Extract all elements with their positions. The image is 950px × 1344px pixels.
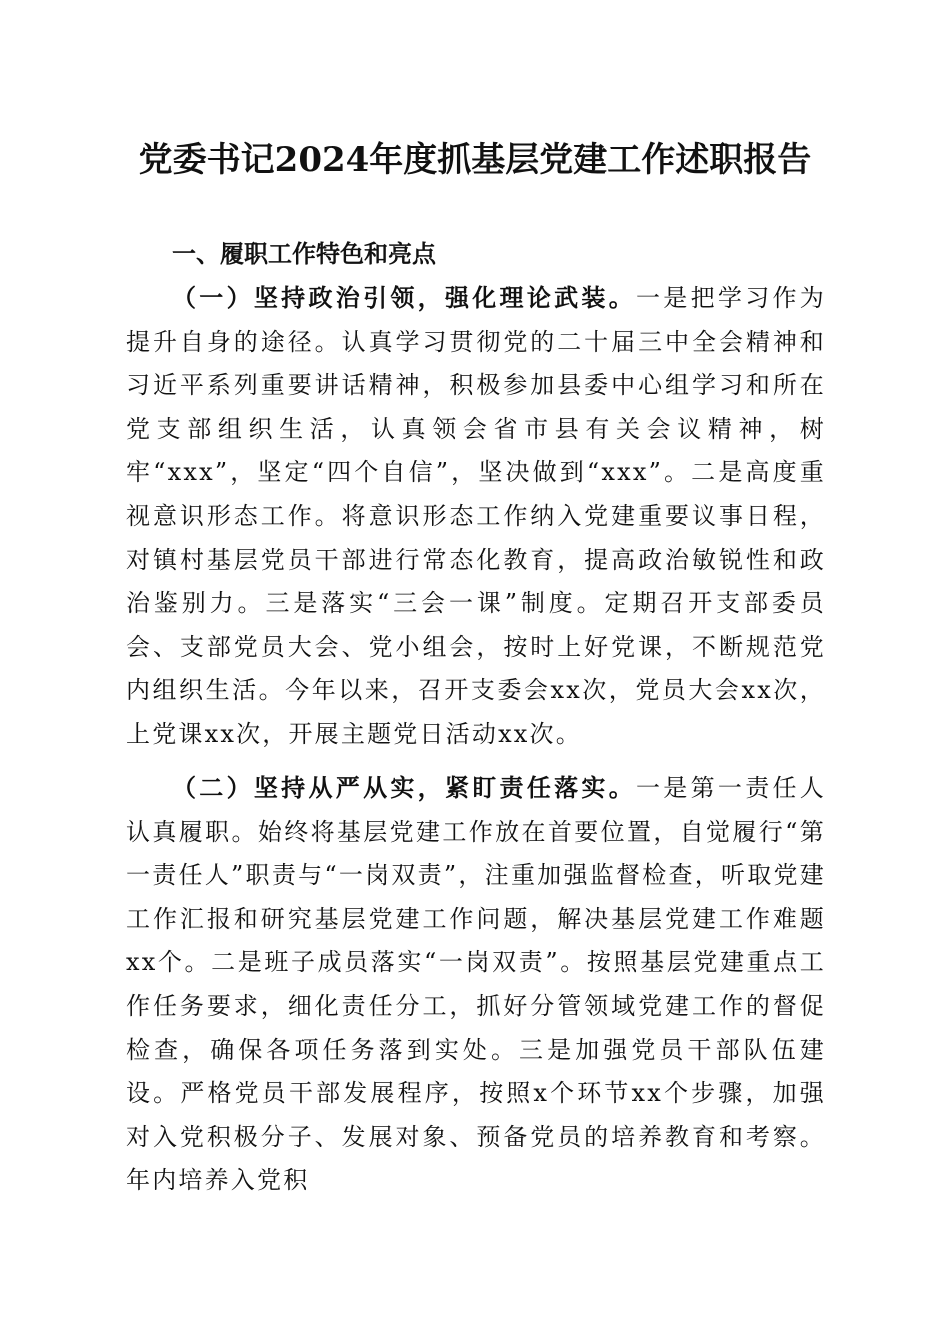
paragraph-2-lead: （二）坚持从严从实，紧盯责任落实。 xyxy=(172,774,637,802)
paragraph-2-body: 一是第一责任人认真履职。始终将基层党建工作放在首要位置，自觉履行“第一责任人”职责与“一岗双责”，注重加强监督检查，听取党建工作汇报和研究基层党建工作问题，解决基层党建工作难题xx个。二是班子成员落实“一岗双责”。按照基层党建重点工作任务要求，细化责任分工，抓好分管领域党建工作的督促检查，确保各项任务落到实处。三是加强党员干部队伍建设。严格党员干部发展程序，按照x个环节xx个步骤，加强对入党积极分子、发展对象、预备党员的培养教育和考察。年内培养入党积 xyxy=(126,774,826,1195)
section-heading: 一、履职工作特色和亮点 xyxy=(172,240,436,268)
paragraph-1-body: 一是把学习作为提升自身的途径。认真学习贯彻党的二十届三中全会精神和习近平系列重要讲话精神，积极参加县委中心组学习和所在党支部组织生活，认真领会省市县有关会议精神，树牢“xxx”，坚定“四个自信”，坚决做到“xxx”。二是高度重视意识形态工作。将意识形态工作纳入党建重要议事日程，对镇村基层党员干部进行常态化教育，提高政治敏锐性和政治鉴别力。三是落实“三会一课”制度。定期召开支部委员会、支部党员大会、党小组会，按时上好党课，不断规范党内组织生活。今年以来，召开支委会xx次，党员大会xx次，上党课xx次，开展主题党日活动xx次。 xyxy=(126,284,826,748)
paragraph-2 xyxy=(126,767,826,1203)
page-title: 党委书记2024年度抓基层党建工作述职报告 xyxy=(138,140,812,180)
paragraph-1-lead: （一）坚持政治引领，强化理论武装。 xyxy=(172,284,637,312)
paragraph-1 xyxy=(126,277,826,757)
